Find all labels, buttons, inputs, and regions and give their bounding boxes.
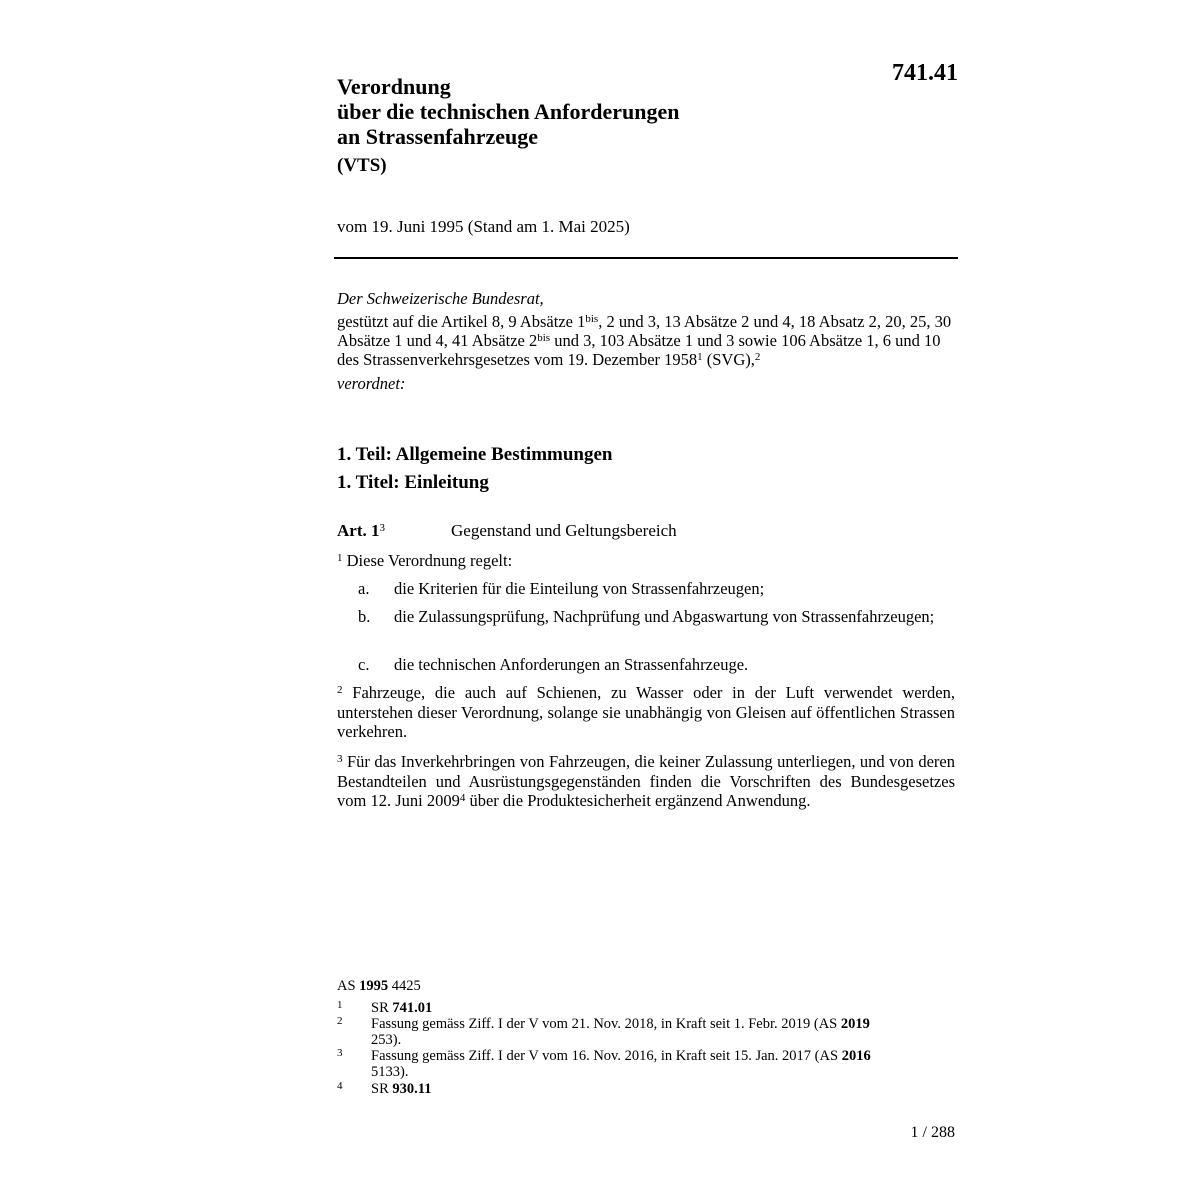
footnote-ref-3[interactable]: 3 [379, 522, 385, 534]
preamble [337, 289, 957, 393]
article-paragraph-1: $^1$ Diese Verordnung regelt: [337, 551, 513, 570]
footnote-ref-4[interactable]: 4 [459, 792, 466, 804]
article-paragraph-2: $^2$ Fahrzeuge, die auch auf Schienen, zu Wasser oder in der Luft verwendet werden, unterstehen dieser Verordnung, solange sie unabhängig von Gleisen auf öffentlichen Strassen verkehren. [337, 683, 955, 741]
list-item-b: b. die Zulassungsprüfung, Nachprüfung und Abgaswartung von Strassenfahrzeugen; [358, 607, 935, 626]
official-compilation-ref: AS 1995 4425 [337, 978, 421, 994]
title-divider [334, 257, 958, 259]
part-heading: 1. Teil: Allgemeine Bestimmungen [337, 444, 613, 465]
preamble-decrees: verordnet: [337, 374, 406, 393]
list-item-a: a. die Kriterien für die Einteilung von Strassenfahrzeugen; [358, 579, 765, 598]
article-title: Gegenstand und Geltungsbereich [451, 521, 677, 540]
footnote-4: 4 SR 930.11 [337, 1080, 432, 1097]
title-line-1: Verordnung [337, 74, 451, 99]
title-line-2: über die technischen Anforderungen [337, 99, 680, 124]
page-number: 1 / 288 [910, 1124, 955, 1141]
sr-number: 741.41 [892, 60, 958, 86]
title-heading: 1. Titel: Einleitung [337, 472, 489, 493]
footnote-2: 2 Fassung gemäss Ziff. I der V vom 21. Nov. 2018, in Kraft seit 1. Febr. 2019 (AS 2019 253). [337, 1015, 870, 1048]
preamble-legal-basis: gestützt auf die Artikel 8, 9 Absätze $1^{bis}$, 2 und 3, 13 Absätze 2 und 4, 18 Absatz 2, 20, 25, 30 Absätze 1 und 4, 41 Absätze $2^{bis}$ und 3, 103 Absätze 1 und 3 sowie 106 Absätze 1, 6 und 10 des Strassenverkehrsgesetzes vom 19. Dezember 1958$^1$ (SVG),$^2$ [337, 312, 952, 369]
article-number: Art. $1^3$ [337, 521, 385, 540]
preamble-authority: Der Schweizerische Bundesrat, [337, 289, 544, 308]
footnote-ref-2[interactable]: 2 [754, 351, 761, 363]
title-abbreviation: (VTS) [337, 155, 387, 176]
title-line-3: an Strassenfahrzeuge [337, 124, 539, 149]
footnote-1: 1 SR 741.01 [337, 999, 433, 1016]
footnote-3: 3 Fassung gemäss Ziff. I der V vom 16. Nov. 2016, in Kraft seit 15. Jan. 2017 (AS 2016 5133). [337, 1047, 871, 1080]
footnote-ref-1[interactable]: 1 [697, 351, 703, 363]
list-item-c: c. die technischen Anforderungen an Strassenfahrzeuge. [358, 655, 749, 674]
document-date: vom 19. Juni 1995 (Stand am 1. Mai 2025) [337, 217, 630, 236]
article-paragraph-3: $^3$ Für das Inverkehrbringen von Fahrzeugen, die keiner Zulassung unterliegen, und von deren Bestandteilen und Ausrüstungsgegenständen finden die Vorschriften des Bundesgesetzes vom 12. Juni 2009$^4$ über die Produktesicherheit ergänzend Anwendung. [337, 752, 955, 810]
document-title [337, 74, 679, 149]
